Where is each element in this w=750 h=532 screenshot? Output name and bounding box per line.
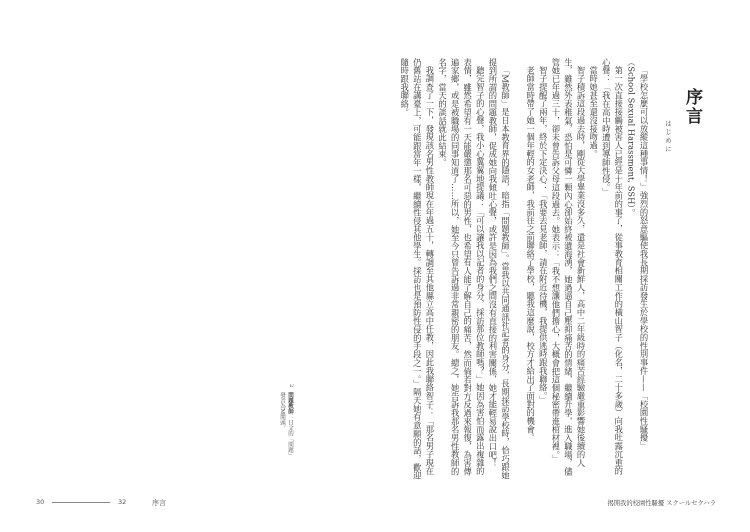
paragraph: 「學校怎麼可以放縱這種事情！」強烈的怒意驅使我長期採訪發生於學校的性別事件——「校園性騷擾」（School Sexual Harassment, SSH）。 [626, 58, 649, 451]
paragraph: 老師當時帶了她一個年輕的女老師，我前往之前聯絡了學校，聽我這麼說，校方才給出了面對的機會。 [525, 66, 536, 443]
body-text [52, 58, 650, 480]
footnote [278, 384, 308, 464]
page-footer [0, 498, 750, 512]
paragraph: 當時她甚至還沒接吻過。 [588, 66, 599, 159]
footer-rule [52, 502, 110, 503]
paragraph: 智子積訴這段過去時，剛從大學畢業沒多久，還是社會新鮮人，高中二年級時的痛苦經驗嚴重影響她後續的人生，雖然外表稚氣，恐怕是可憐一顆內心卻始終被遺海湧，她過逼自己壓抑痛苦的情緒，繼續升學，進入職場，儘管她已年過三十，卻未曾告訴父母這段過去。她表示：「我不想讓他們擔心，大概會把這個秘密帶進棺材裡。」 [550, 58, 587, 476]
footnote-term: 問題教師 [287, 392, 293, 414]
paragraph: 智子提醒了兩年，終於下定決心：「我要去見老師，請在附近待機，我提供逃時跟我聯絡。」 [538, 66, 549, 405]
footnote-number: 2 [288, 384, 294, 388]
paragraph: 我調查了一下，發現該名男性教師現在年過五十，轉調至其他縣立高中任教，因此我聯絡智子：「那名男子現在仍舊站在講臺上，可能跟當年一樣，繼續性侵其他學生。採訪也是預防性侵的手段之一。」隔天她有意願的話，歡迎隨時跟我聯絡。 [399, 58, 435, 480]
paragraph: 「M教師」是日本教育界的隱語，暗指「問題教師」。當我以共同通訊社記者的身分，長期採訪學校時，恰巧跟她提到所謂的問題教師，促成她向我傾吐心聲，或許是因為我們之間沒有直接的利害關係，她才能輕易說出口吧！ [487, 58, 511, 480]
running-head: 序言 [152, 499, 166, 507]
footnote-text [278, 392, 294, 462]
page-number-left: 30 [36, 498, 45, 506]
page-number-right: 32 [118, 498, 127, 506]
footnote-definition: ：日文的「問題」發音為M開頭。 [279, 392, 293, 458]
chapter-title: 序言 [682, 88, 702, 126]
paragraph: 第一次直接接觸被害人已經是十年前的事了，從事教育相關工作的橫山智子（化名，二十多歲）向我吐露沉重的心聲：「我在高中時遭到導師性侵。」 [601, 58, 624, 476]
chapter-heading [658, 88, 708, 208]
chapter-subtitle: はじめに [664, 120, 672, 154]
book-title: 揭開我的校園性騷擾 スクールセクハラ [607, 500, 716, 507]
paragraph: 聽完智子的心聲，我小心翼翼地提議：「可以讓我以記者的身分，採訪那位教師嗎？」她因為害怕而露出複雜的表情，雖然希望有一天能嚴懲那名可惡的男性，也希望有人能了解自己的痛苦，然而倘若對方反過來報復，為害傳遍家鄉，或是被職場的同事知道了……所以，她至今只曾告訴過非常親密的朋友。總之，她告訴我那名男性教師的名字，當天的談話就此結束。 [437, 58, 486, 476]
